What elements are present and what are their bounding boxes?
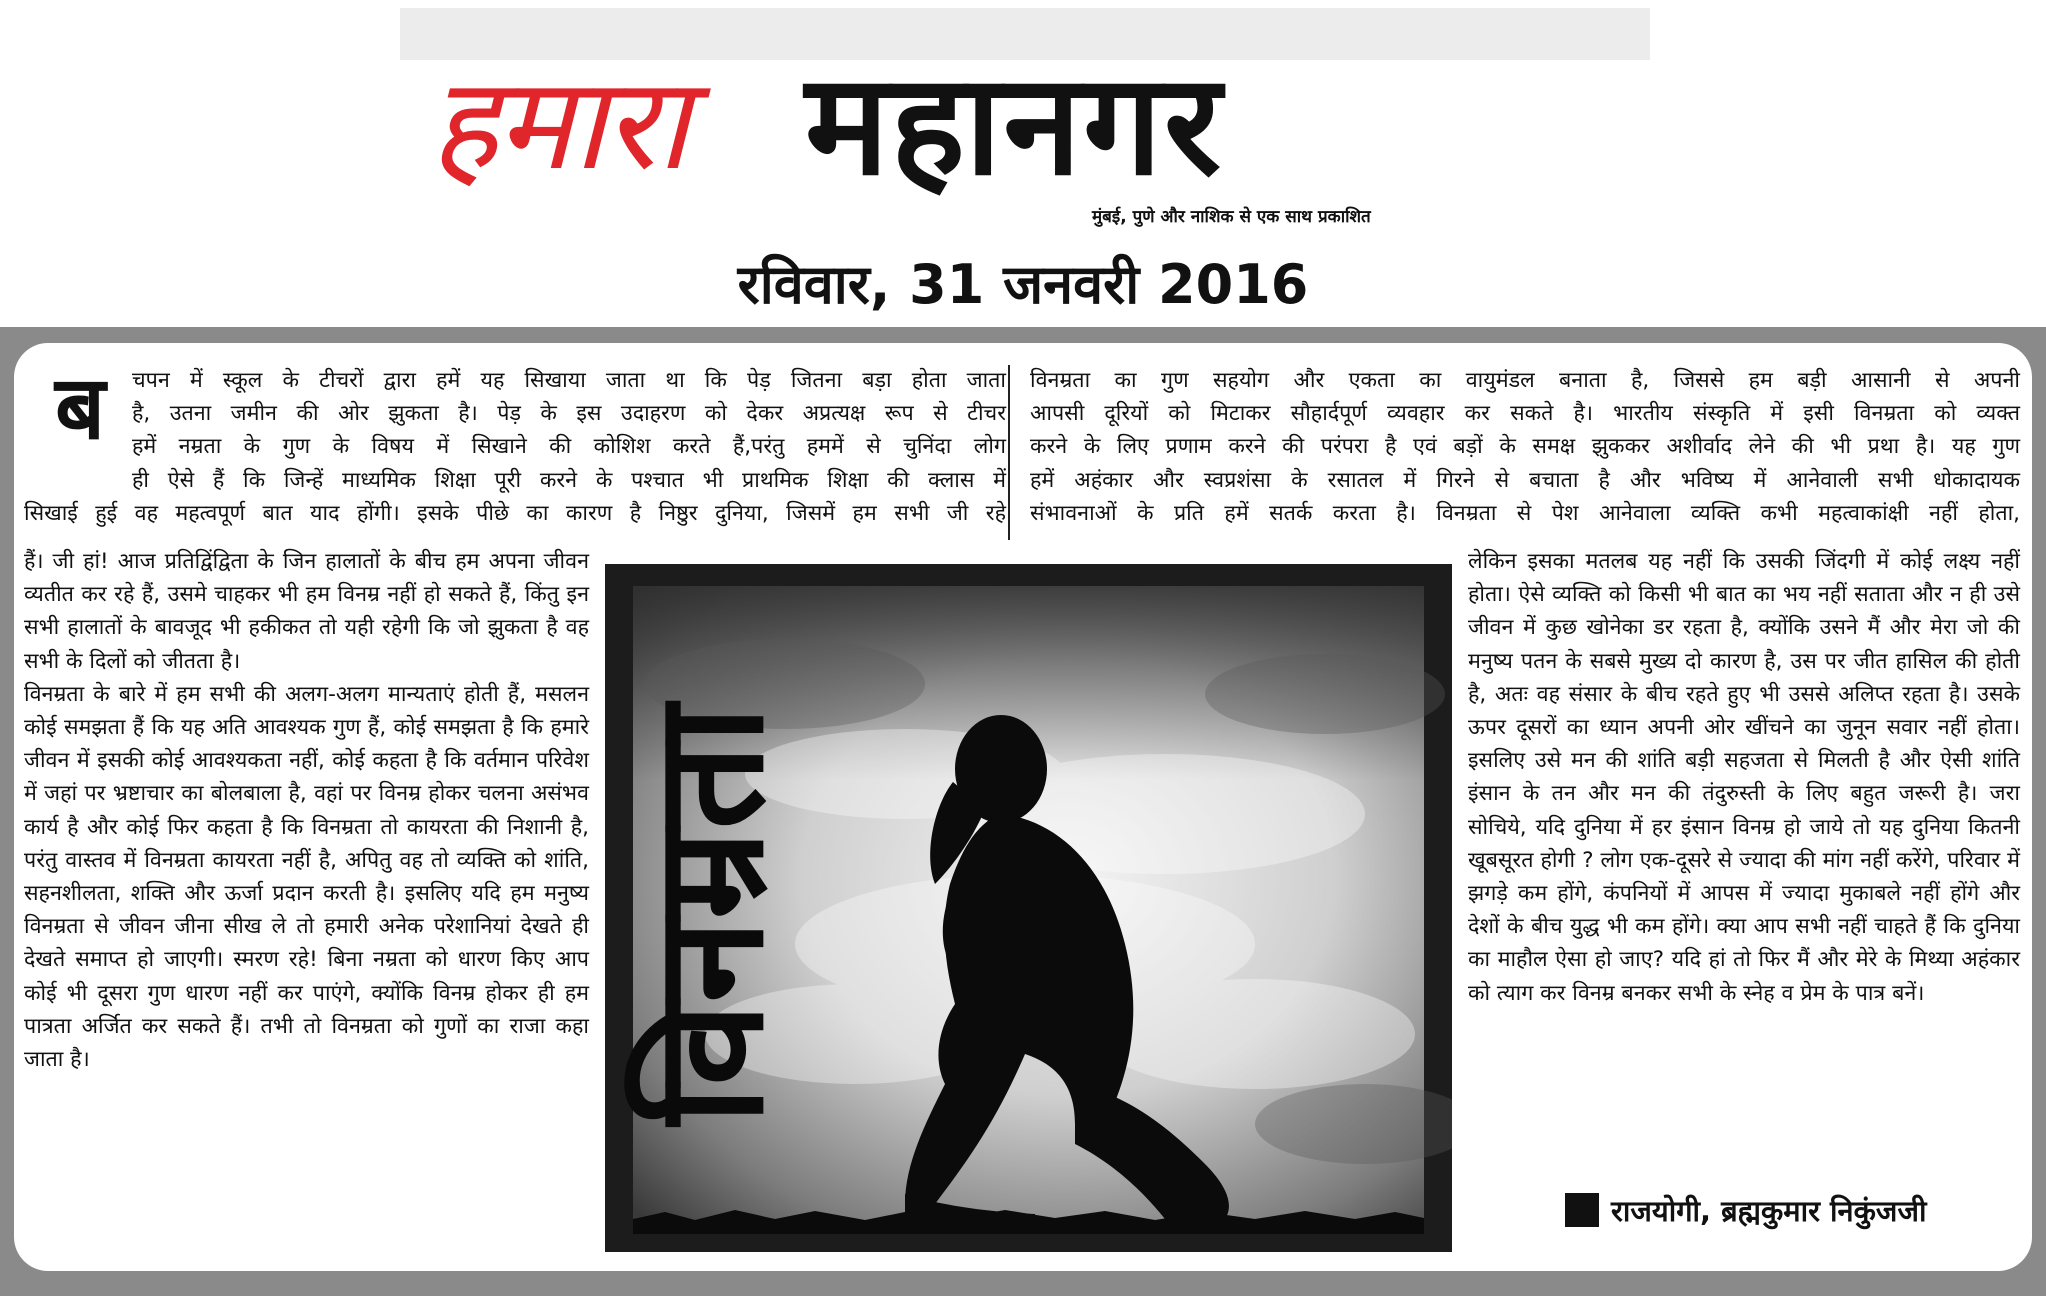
paragraph: हैं। जी हां! आज प्रतिद्विंद्विता के जिन हालातों के बीच हम अपना जीवन व्यतीत कर रहे हैं, उसमे चाहकर भी हम विनम्र नहीं हो सकते हैं, किंतु इन सभी हालातों के बावजूद भी हकीकत तो यही रहेगी कि जो झुकता है वह सभी के दिलों को जीतता है। (24, 549, 589, 674)
text-line: चपन में स्कूल के टीचरों द्वारा हमें यह सिखाया जाता था कि पेड़ जितना बड़ा होता जाता (132, 368, 1006, 393)
text-line: करने के लिए प्रणाम करने की परंपरा है एवं बड़ों के समक्ष झुककर अशीर्वाद लेने की भी प्रथा है। यह गुण (1030, 434, 2020, 460)
text-line: संभावनाओं के प्रति हमें सतर्क करता है। विनम्रता से पेश आनेवाला व्यक्ति कभी महत्वाकांक्षी नहीं होता, (1030, 500, 2020, 526)
top-right-text (1030, 364, 2020, 530)
text-line: हमें अहंकार और स्वप्रशंसा के रसातल में गिरने से बचाता है और भविष्य में आनेवाली सभी धोकादायक (1030, 467, 2020, 493)
text-line: हमें नम्रता के गुण के विषय में सिखाने की कोशिश करते हैं,परंतु हममें से चुनिंदा लोग (132, 434, 1006, 460)
text-line: विनम्रता का गुण सहयोग और एकता का वायुमंडल बनाता है, जिससे हम बड़ी आसानी से अपनी (1030, 368, 2020, 393)
right-column-text (1468, 545, 2020, 1010)
byline-square-icon (1565, 1193, 1599, 1227)
image-title-text: विनम्रता (623, 705, 797, 1125)
text-line: है, उतना जमीन की ओर झुकता है। पेड़ के इस उदाहरण को देकर अप्रत्यक्ष रूप से टीचर (132, 401, 1006, 427)
drop-cap: ब (55, 356, 106, 459)
top-left-text (24, 364, 1006, 530)
publication-date: रविवार, 31 जनवरी 2016 (737, 253, 1309, 316)
logo-mahanagar: महानगर (805, 44, 1224, 207)
text-line: आपसी दूरियों को मिटाकर सौहार्दपूर्ण व्यवहार कर सकते है। भारतीय संस्कृति में इसी विनम्रता को व्यक्त (1030, 401, 2020, 427)
paragraph: विनम्रता के बारे में हम सभी की अलग-अलग मान्यताएं होती हैं, मसलन कोई समझता हैं कि यह अति आवश्यक गुण हैं, कोई समझता है कि हमारे जीवन में इसकी कोई आवश्यकता नहीं, कोई कहता है कि वर्तमान परिवेश में जहां पर भ्रष्टाचार का बोलबाला है, वहां पर विनम्र होकर चलना असंभव कार्य है और कोई फिर कहता है कि विनम्रता तो कायरता की निशानी है, परंतु वास्तव में विनम्रता कायरता नहीं है, अपितु वह तो व्यक्ति को शांति, सहनशीलता, शक्ति और ऊर्जा प्रदान करती है। इसलिए यदि हम मनुष्य विनम्रता से जीवन जीना सीख ले तो हमारी अनेक परेशानियां देखते ही देखते समाप्त हो जाएगी। स्मरण रहे! बिना नम्रता को धारण किए आप कोई भी दूसरा गुण धारण नहीं कर पाएंगे, क्योंकि विनम्र होकर ही हम पात्रता अर्जित कर सकते हैं। तभी तो विनम्रता को गुणों का राजा कहा जाता है। (24, 681, 589, 1073)
image-title (623, 605, 797, 1225)
column-divider (1008, 365, 1010, 540)
left-column-text (24, 545, 589, 1076)
byline (1565, 1188, 1926, 1232)
text-line: ही ऐसे हैं कि जिन्हें माध्यमिक शिक्षा पूरी करने के पश्चात भी प्राथमिक शिक्षा की क्लास में (132, 467, 1006, 493)
paragraph: लेकिन इसका मतलब यह नहीं कि उसकी जिंदगी में कोई लक्ष्य नहीं होता। ऐसे व्यक्ति को किसी भी बात का भय नहीं सताता और न ही उसे जीवन में कुछ खोनेका डर रहता है, क्योंकि उसने मैं और मेरा जो की मनुष्य पतन के सबसे मुख्य दो कारण है, उस पर जीत हासिल की होती है, अतः वह संसार के बीच रहते हुए भी उससे अलिप्त रहता है। उसके ऊपर दूसरों का ध्यान अपनी ओर खींचने का जुनून सवार नहीं होता। इसलिए उसे मन की शांति बड़ी सहजता से मिलती है और ऐसी शांति इंसान के तन और मन की तंदुरुस्ती के लिए बहुत जरूरी है। जरा सोचिये, यदि दुनिया में हर इंसान विनम्र हो जाये तो यह दुनिया कितनी खूबसूरत होगी ? लोग एक-दूसरे से ज्यादा की मांग नहीं करेंगे, परिवार में झगड़े कम होंगे, कंपनियों में आपस में ज्यादा मुकाबले नहीं होंगे और देशों के बीच युद्ध भी कम होंगे। क्या आप सभी नहीं चाहते हैं कि दुनिया का माहौल ऐसा हो जाए? यदि हां तो फिर मैं और मेरे के मिथ्या अहंकार को त्याग कर विनम्र बनकर सभी के स्नेह व प्रेम के पात्र बनें। (1468, 549, 2020, 1006)
byline-text: राजयोगी, ब्रह्मकुमार निकुंजजी (1611, 1193, 1927, 1228)
text-line: सिखाई हुई वह महत्वपूर्ण बात याद होंगी। इसके पीछे का कारण है निष्ठुर दुनिया, जिसमें हम सभी जी रहे (24, 500, 1006, 526)
logo-hamara: हमारा (430, 50, 688, 199)
masthead-tagline: मुंबई, पुणे और नाशिक से एक साथ प्रकाशित (1092, 207, 1371, 227)
